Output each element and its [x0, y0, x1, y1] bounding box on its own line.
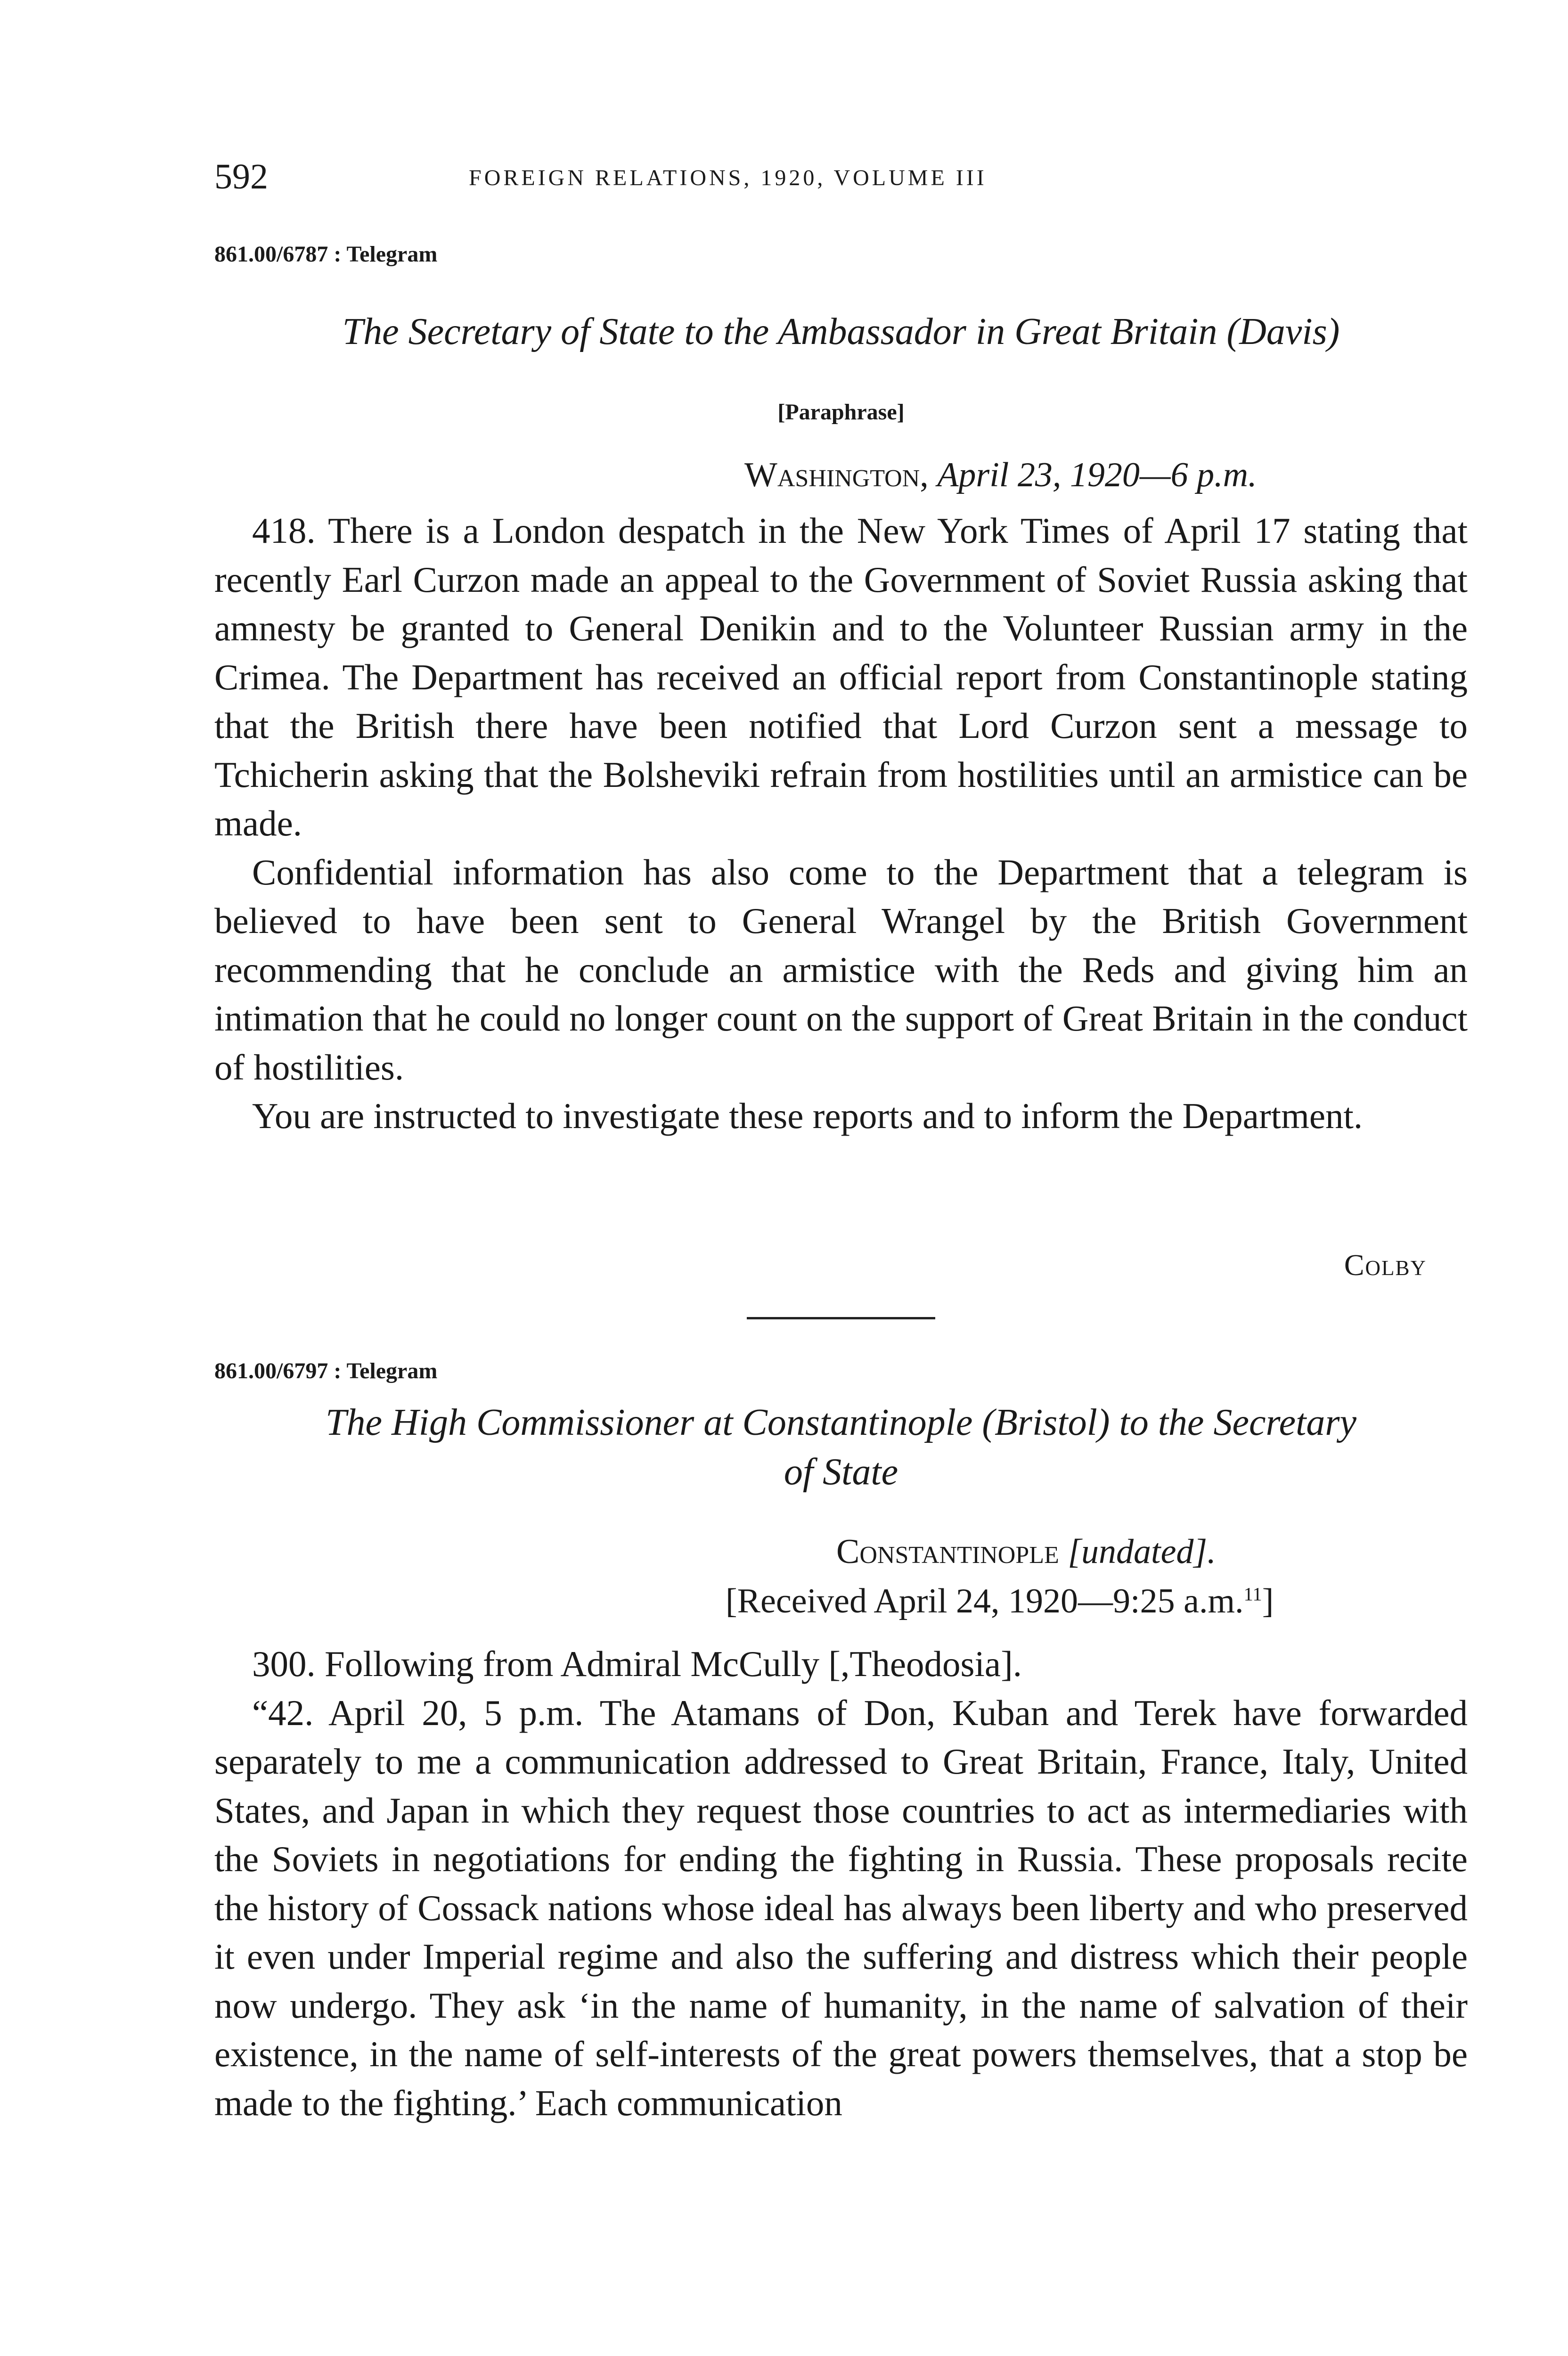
- doc1-body: [214, 507, 1468, 1141]
- doc2-received-close: ]: [1262, 1582, 1274, 1620]
- doc2-dateline-space: [1059, 1532, 1068, 1571]
- doc2-file-reference: 861.00/6797 : Telegram: [214, 1358, 438, 1383]
- doc2-dateline: [836, 1529, 1216, 1574]
- doc2-received-footnote-marker: 11: [1243, 1583, 1262, 1605]
- running-title: FOREIGN RELATIONS, 1920, VOLUME III: [469, 165, 987, 190]
- doc1-signature: Colby: [1344, 1248, 1427, 1282]
- doc2-received: [Received April 24, 1920—9:25 a.m.: [726, 1582, 1244, 1620]
- doc1-title: The Secretary of State to the Ambassador in Great Britain (Davis): [342, 311, 1340, 352]
- doc1-paragraph-2: Confidential information has also come to the Department that a telegram is believed to have been sent to General Wrangel by the British Government recommending that he conclude an armistice with the Reds and giving him an intimation that he could no longer count on the support of Great Britain in the conduct of hostilities.: [214, 851, 1468, 1088]
- doc1-date: April 23, 1920—6 p.m.: [937, 456, 1257, 494]
- doc2-paragraph-2: “42. April 20, 5 p.m. The Atamans of Don, Kuban and Terek have forwarded separately to me a communication addressed to Great Britain, France, Italy, United States, and Japan in which they request those countries to act as intermediaries with the Soviets in negotiations for ending the fighting in Russia. These proposals recite the history of Cossack nations whose ideal has always been liberty and who preserved it even under Imperial regime and also the suffering and distress which their people now undergo. They ask ‘in the name of humanity, in the name of salvation of their existence, in the name of self-interests of the great powers themselves, that a stop be made to the fighting.’ Each communication: [214, 1692, 1468, 2123]
- doc1-paragraph-3: You are instructed to investigate these reports and to inform the Department.: [252, 1096, 1363, 1136]
- doc1-place: Washington: [744, 456, 920, 494]
- page-header: [214, 155, 1463, 198]
- doc2-body: [214, 1640, 1468, 2127]
- doc1-dateline-comma: ,: [920, 456, 938, 494]
- section-divider: [747, 1317, 935, 1319]
- doc2-date: [undated].: [1068, 1532, 1216, 1571]
- doc2-title-line-1: The High Commissioner at Constantinople (Bristol) to the Secretary: [325, 1402, 1356, 1443]
- doc2-title-line-2: of State: [784, 1451, 898, 1493]
- doc1-paragraph-1: 418. There is a London despatch in the New York Times of April 17 stating that recently Earl Curzon made an appeal to the Government of Soviet Russia asking that amnesty be granted to General Denikin and to the Volunteer Russian army in the Crimea. The Department has received an official report from Constantinople stating that the British there have been notified that Lord Curzon sent a message to Tchicherin asking that the Bolsheviki refrain from hostilities until an armistice can be made.: [214, 510, 1468, 843]
- doc2-place: Constantinople: [836, 1532, 1059, 1571]
- doc1-paraphrase-note: [Paraphrase]: [777, 400, 905, 425]
- doc1-dateline: [744, 452, 1257, 498]
- doc1-file-reference: 861.00/6787 : Telegram: [214, 242, 438, 267]
- doc2-paragraph-1: 300. Following from Admiral McCully [,Theodosia].: [252, 1644, 1022, 1684]
- doc2-received-line: [726, 1579, 1274, 1624]
- page-number: 592: [214, 157, 268, 196]
